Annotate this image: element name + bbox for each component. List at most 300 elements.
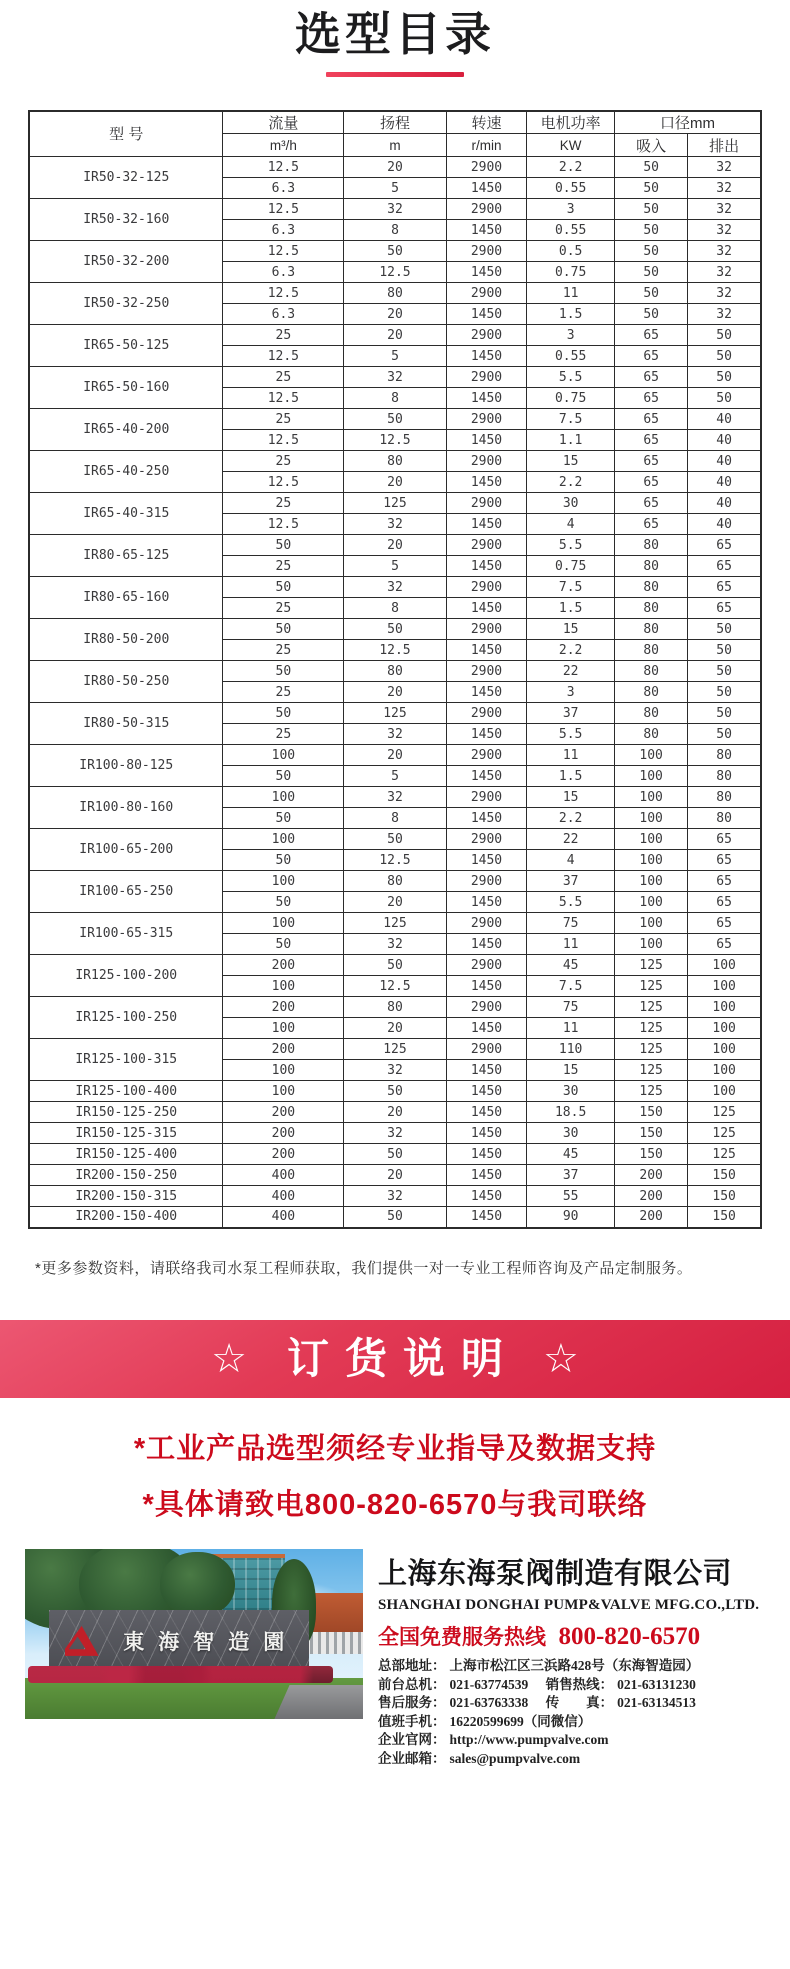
data-cell: 12.5 [223,472,344,493]
data-cell: 1450 [446,640,527,661]
contact-line-email: 企业邮箱： sales@pumpvalve.com [378,1750,581,1766]
data-cell: 20 [344,304,446,325]
data-cell: 32 [688,262,761,283]
data-cell: 80 [344,451,446,472]
model-cell: IR125-100-200 [29,955,223,997]
data-cell: 15 [527,1060,615,1081]
data-cell: 20 [344,157,446,178]
data-cell: 2900 [446,871,527,892]
data-cell: 125 [615,997,688,1018]
model-cell: IR125-100-400 [29,1081,223,1102]
data-cell: 100 [688,1081,761,1102]
data-cell: 6.3 [223,304,344,325]
data-cell: 150 [688,1186,761,1207]
data-cell: 50 [223,661,344,682]
data-cell: 50 [688,346,761,367]
data-cell: 25 [223,598,344,619]
data-cell: 100 [223,787,344,808]
data-cell: 80 [688,808,761,829]
model-cell: IR80-65-125 [29,535,223,577]
table-row [29,325,761,346]
data-cell: 110 [527,1039,615,1060]
table-row [29,787,761,808]
selection-table-body [29,157,761,1228]
data-cell: 150 [615,1102,688,1123]
data-cell: 80 [344,997,446,1018]
data-cell: 12.5 [344,640,446,661]
data-cell: 40 [688,409,761,430]
data-cell: 55 [527,1186,615,1207]
photo-entrance-wall [49,1610,309,1671]
data-cell: 50 [615,262,688,283]
data-cell: 32 [688,220,761,241]
photo-driveway [274,1685,363,1719]
slogan-line-1: *工业产品选型须经专业指导及数据支持 [133,1432,657,1465]
data-cell: 32 [688,241,761,262]
data-cell: 1.5 [527,598,615,619]
data-cell: 0.75 [527,388,615,409]
data-cell: 15 [527,451,615,472]
data-cell: 65 [688,934,761,955]
data-cell: 50 [223,577,344,598]
data-cell: 32 [688,199,761,220]
data-cell: 6.3 [223,262,344,283]
footer-section [0,1549,790,1969]
data-cell: 150 [688,1165,761,1186]
data-cell: 3 [527,199,615,220]
table-row [29,241,761,262]
data-cell: 80 [615,556,688,577]
photo-tree [160,1552,234,1617]
data-cell: 80 [615,640,688,661]
data-cell: 125 [615,1039,688,1060]
data-cell: 1450 [446,1081,527,1102]
data-cell: 12.5 [223,241,344,262]
data-cell: 11 [527,934,615,955]
data-cell: 20 [344,745,446,766]
data-cell: 125 [615,1081,688,1102]
data-cell: 1.1 [527,430,615,451]
data-cell: 0.55 [527,178,615,199]
order-notice-banner [0,1320,790,1398]
data-cell: 5 [344,556,446,577]
data-cell: 75 [527,997,615,1018]
data-cell: 2900 [446,661,527,682]
data-cell: 1450 [446,682,527,703]
data-cell: 125 [344,913,446,934]
data-cell: 1450 [446,1102,527,1123]
data-cell: 0.75 [527,262,615,283]
data-cell: 5.5 [527,367,615,388]
model-cell: IR80-65-160 [29,577,223,619]
data-cell: 2900 [446,157,527,178]
data-cell: 65 [688,871,761,892]
data-cell: 400 [223,1165,344,1186]
data-cell: 1450 [446,976,527,997]
header-row-1 [29,111,761,134]
data-cell: 50 [223,619,344,640]
data-cell: 0.75 [527,556,615,577]
data-cell: 1450 [446,1018,527,1039]
data-cell: 100 [615,745,688,766]
table-row [29,1081,761,1102]
data-cell: 2900 [446,535,527,556]
data-cell: 125 [615,955,688,976]
table-row [29,997,761,1018]
data-cell: 12.5 [344,976,446,997]
data-cell: 2900 [446,283,527,304]
data-cell: 40 [688,493,761,514]
data-cell: 1450 [446,430,527,451]
email-address: sales@pumpvalve.com [449,1750,581,1766]
data-cell: 80 [615,535,688,556]
table-row [29,1123,761,1144]
data-cell: 7.5 [527,409,615,430]
model-cell: IR100-80-160 [29,787,223,829]
table-row [29,661,761,682]
website-url: http://www.pumpvalve.com [449,1732,609,1748]
contact-line-mobile: 值班手机： 16220599699（同微信） [378,1713,592,1729]
model-cell: IR200-150-250 [29,1165,223,1186]
data-cell: 400 [223,1186,344,1207]
data-cell: 100 [688,997,761,1018]
data-cell: 2900 [446,619,527,640]
data-cell: 65 [615,367,688,388]
data-cell: 2900 [446,325,527,346]
data-cell: 65 [688,577,761,598]
data-cell: 0.5 [527,241,615,262]
data-cell: 65 [615,346,688,367]
model-cell: IR80-50-250 [29,661,223,703]
data-cell: 200 [223,1123,344,1144]
data-cell: 50 [688,367,761,388]
data-cell: 65 [615,325,688,346]
data-cell: 1450 [446,262,527,283]
data-cell: 1450 [446,808,527,829]
data-cell: 50 [344,409,446,430]
data-cell: 25 [223,493,344,514]
data-cell: 5.5 [527,535,615,556]
data-cell: 2900 [446,493,527,514]
table-row [29,829,761,850]
data-cell: 100 [688,1039,761,1060]
data-cell: 32 [344,1186,446,1207]
data-cell: 100 [223,913,344,934]
data-cell: 20 [344,325,446,346]
data-cell: 80 [688,745,761,766]
data-cell: 32 [344,514,446,535]
data-cell: 50 [688,724,761,745]
data-cell: 12.5 [344,262,446,283]
table-row [29,1186,761,1207]
data-cell: 2900 [446,745,527,766]
data-cell: 1450 [446,1144,527,1165]
data-cell: 32 [688,178,761,199]
table-row [29,577,761,598]
data-cell: 80 [615,661,688,682]
title-underline [326,72,464,77]
data-cell: 25 [223,325,344,346]
data-cell: 80 [615,682,688,703]
data-cell: 1450 [446,850,527,871]
data-cell: 37 [527,1165,615,1186]
data-cell: 50 [344,829,446,850]
data-cell: 30 [527,1081,615,1102]
data-cell: 25 [223,451,344,472]
data-cell: 65 [615,451,688,472]
data-cell: 2900 [446,451,527,472]
data-cell: 3 [527,325,615,346]
data-cell: 150 [615,1123,688,1144]
table-row [29,535,761,556]
data-cell: 50 [688,388,761,409]
data-cell: 0.55 [527,220,615,241]
model-cell: IR65-40-250 [29,451,223,493]
wall-sign-text: 東海智造園 [123,1630,299,1654]
model-cell: IR65-40-200 [29,409,223,451]
data-cell: 125 [688,1123,761,1144]
data-cell: 100 [615,808,688,829]
data-cell: 50 [688,661,761,682]
title-section [0,0,790,77]
data-cell: 20 [344,535,446,556]
col-header-head: 扬程 [344,111,446,134]
hotline-number: 800-820-6570 [558,1623,701,1651]
data-cell: 40 [688,451,761,472]
data-cell: 50 [615,241,688,262]
data-cell: 30 [527,1123,615,1144]
data-cell: 50 [615,199,688,220]
data-cell: 65 [688,598,761,619]
data-cell: 100 [615,850,688,871]
data-cell: 1450 [446,1186,527,1207]
data-cell: 50 [223,535,344,556]
star-right-icon: ☆ [543,1336,579,1381]
company-name-en: SHANGHAI DONGHAI PUMP&VALVE MFG.CO.,LTD. [378,1597,760,1614]
data-cell: 1.5 [527,304,615,325]
data-cell: 2900 [446,787,527,808]
data-cell: 50 [344,1081,446,1102]
model-cell: IR100-65-250 [29,871,223,913]
data-cell: 40 [688,472,761,493]
data-cell: 80 [344,661,446,682]
data-cell: 37 [527,871,615,892]
data-cell: 125 [615,1060,688,1081]
data-cell: 200 [223,997,344,1018]
data-cell: 32 [344,787,446,808]
col-header-model: 型 号 [29,111,223,157]
data-cell: 80 [344,871,446,892]
data-cell: 12.5 [223,157,344,178]
data-cell: 2900 [446,577,527,598]
data-cell: 65 [688,556,761,577]
photo-building-right [309,1593,363,1637]
data-cell: 2900 [446,367,527,388]
data-cell: 18.5 [527,1102,615,1123]
data-cell: 22 [527,829,615,850]
data-cell: 2900 [446,913,527,934]
data-cell: 100 [615,829,688,850]
data-cell: 6.3 [223,178,344,199]
table-row [29,409,761,430]
data-cell: 200 [615,1207,688,1228]
data-cell: 1.5 [527,766,615,787]
data-cell: 100 [615,892,688,913]
data-cell: 50 [344,1207,446,1228]
data-cell: 1450 [446,388,527,409]
table-row [29,367,761,388]
data-cell: 50 [615,157,688,178]
data-cell: 32 [344,367,446,388]
model-cell: IR80-50-200 [29,619,223,661]
data-cell: 32 [344,199,446,220]
data-cell: 30 [527,493,615,514]
data-cell: 12.5 [344,850,446,871]
data-cell: 100 [615,934,688,955]
model-cell: IR65-50-125 [29,325,223,367]
data-cell: 25 [223,682,344,703]
star-left-icon: ☆ [211,1336,247,1381]
data-cell: 1450 [446,346,527,367]
data-cell: 200 [615,1186,688,1207]
data-cell: 100 [223,1060,344,1081]
data-cell: 20 [344,1018,446,1039]
data-cell: 50 [223,850,344,871]
model-cell: IR200-150-315 [29,1186,223,1207]
data-cell: 2900 [446,199,527,220]
unit-power: KW [527,134,615,157]
data-cell: 2.2 [527,808,615,829]
data-cell: 1450 [446,556,527,577]
data-cell: 100 [615,913,688,934]
unit-head: m [344,134,446,157]
data-cell: 125 [344,1039,446,1060]
selection-table [28,110,762,1229]
data-cell: 4 [527,514,615,535]
data-cell: 25 [223,640,344,661]
data-cell: 150 [688,1207,761,1228]
contact-line-address: 总部地址： 上海市松江区三浜路428号（东海智造园） [378,1658,700,1674]
data-cell: 2900 [446,955,527,976]
data-cell: 1450 [446,1123,527,1144]
data-cell: 65 [615,388,688,409]
data-cell: 15 [527,787,615,808]
data-cell: 20 [344,1102,446,1123]
data-cell: 1450 [446,934,527,955]
data-cell: 100 [615,787,688,808]
table-row [29,745,761,766]
data-cell: 1450 [446,178,527,199]
table-row [29,955,761,976]
data-cell: 200 [223,955,344,976]
data-cell: 20 [344,1165,446,1186]
data-cell: 100 [223,1018,344,1039]
table-row [29,619,761,640]
contact-line-website: 企业官网： http://www.pumpvalve.com [378,1732,609,1748]
table-row [29,1144,761,1165]
data-cell: 65 [688,829,761,850]
data-cell: 90 [527,1207,615,1228]
data-cell: 50 [223,808,344,829]
model-cell: IR100-80-125 [29,745,223,787]
data-cell: 50 [223,703,344,724]
data-cell: 65 [688,850,761,871]
col-header-suction: 吸入 [615,134,688,157]
table-row [29,1165,761,1186]
data-cell: 100 [615,871,688,892]
data-cell: 1450 [446,304,527,325]
data-cell: 20 [344,892,446,913]
data-cell: 45 [527,1144,615,1165]
model-cell: IR50-32-125 [29,157,223,199]
data-cell: 40 [688,514,761,535]
table-row [29,451,761,472]
data-cell: 100 [223,976,344,997]
table-row [29,493,761,514]
data-cell: 65 [688,892,761,913]
data-cell: 100 [223,871,344,892]
page-title: 选型目录 [295,8,495,60]
col-header-flow: 流量 [223,111,344,134]
data-cell: 65 [615,472,688,493]
data-cell: 200 [223,1039,344,1060]
data-cell: 25 [223,724,344,745]
data-cell: 2900 [446,829,527,850]
data-cell: 80 [615,619,688,640]
data-cell: 65 [615,409,688,430]
data-cell: 2900 [446,241,527,262]
data-cell: 50 [688,619,761,640]
data-cell: 12.5 [223,514,344,535]
data-cell: 7.5 [527,577,615,598]
data-cell: 1450 [446,598,527,619]
data-cell: 125 [344,703,446,724]
model-cell: IR50-32-250 [29,283,223,325]
model-cell: IR100-65-315 [29,913,223,955]
data-cell: 80 [615,598,688,619]
data-cell: 8 [344,808,446,829]
table-row [29,1207,761,1228]
data-cell: 5 [344,178,446,199]
data-cell: 100 [688,976,761,997]
data-cell: 100 [688,1060,761,1081]
data-cell: 65 [615,493,688,514]
data-cell: 50 [615,178,688,199]
col-header-speed: 转速 [446,111,527,134]
data-cell: 100 [223,829,344,850]
model-cell: IR125-100-250 [29,997,223,1039]
unit-speed: r/min [446,134,527,157]
data-cell: 15 [527,619,615,640]
data-cell: 12.5 [223,388,344,409]
contact-line-phones-1: 前台总机： 021-63774539 销售热线： 021-63131230 [378,1676,696,1692]
data-cell: 32 [344,1123,446,1144]
data-cell: 1450 [446,514,527,535]
data-cell: 1450 [446,1207,527,1228]
data-cell: 32 [344,934,446,955]
model-cell: IR65-50-160 [29,367,223,409]
data-cell: 50 [688,682,761,703]
data-cell: 32 [344,577,446,598]
footnote: *更多参数资料，请联络我司水泵工程师获取，我们提供一对一专业工程师咨询及产品定制服务。 [35,1259,693,1277]
data-cell: 65 [688,913,761,934]
table-row [29,157,761,178]
data-cell: 32 [688,283,761,304]
data-cell: 25 [223,367,344,388]
data-cell: 2900 [446,1039,527,1060]
model-cell: IR200-150-400 [29,1207,223,1228]
data-cell: 65 [615,514,688,535]
